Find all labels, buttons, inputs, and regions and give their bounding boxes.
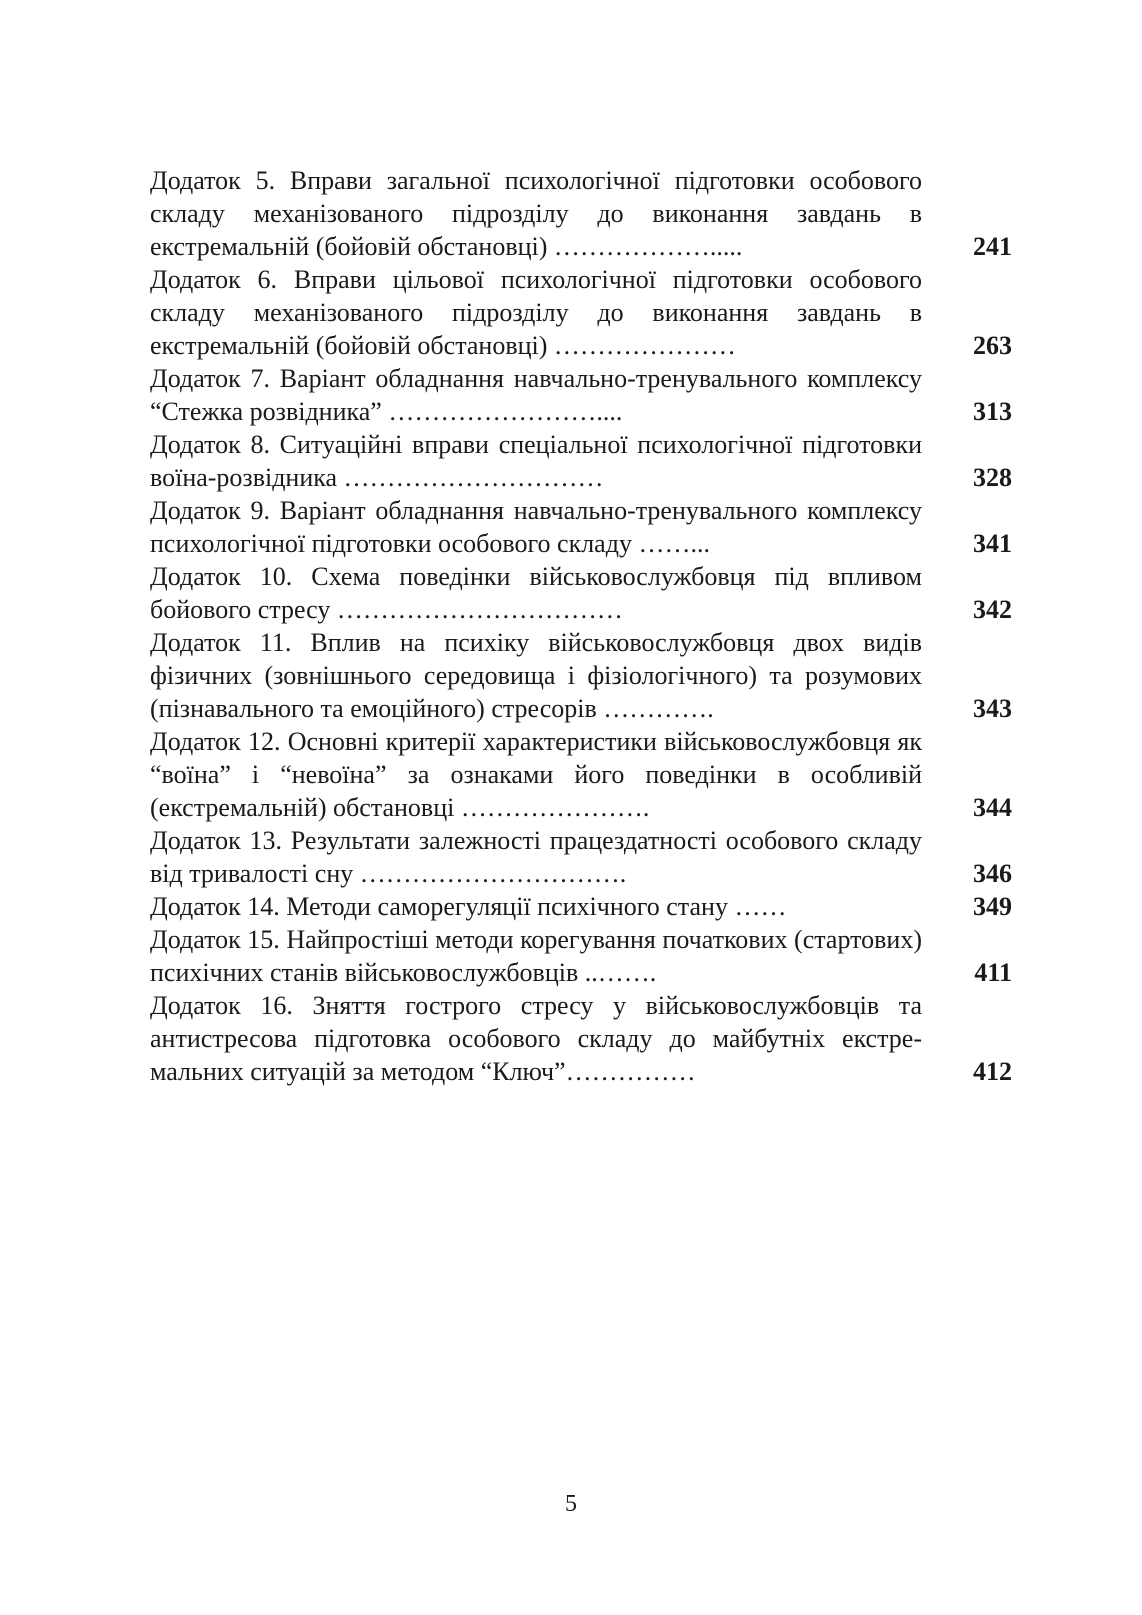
toc-entry-page-number: 344 bbox=[973, 793, 1012, 822]
toc-entry-page-number: 411 bbox=[974, 958, 1012, 987]
toc-entry-appendix-16 bbox=[150, 989, 1012, 1088]
toc-entry-appendix-13 bbox=[150, 824, 1012, 890]
toc-entry-title: Додаток 6. Вправи цільової психологічної підготовки особового складу механізованого підрозділу до виконання завдань в екстремальній (бойовій обстановці) ………………… bbox=[150, 265, 922, 360]
toc-entry-appendix-5 bbox=[150, 164, 1012, 263]
toc-entry-appendix-7 bbox=[150, 362, 1012, 428]
toc-entry-appendix-11 bbox=[150, 626, 1012, 725]
toc-entry-page-number: 263 bbox=[973, 331, 1012, 360]
toc-entry-page-number: 346 bbox=[973, 859, 1012, 888]
toc-entry-title: Додаток 12. Основні критерії характеристики військовослужбовця як “воїна” і “невоїна” за ознаками його поведінки в особливій (екстремальній) обстановці …………………. bbox=[150, 727, 922, 822]
toc-entry-title: Додаток 15. Найпростіші методи корегування початкових (стартових) психічних станів військовослужбовців ..……. bbox=[150, 925, 922, 987]
toc-entry-appendix-14 bbox=[150, 890, 1012, 923]
toc-entry-title: Додаток 5. Вправи загальної психологічної підготовки особового складу механізованого підрозділу до виконання завдань в екстремальній (бойовій обстановці) ………………..... bbox=[150, 166, 922, 261]
toc-entry-title: Додаток 11. Вплив на психіку військовослужбовця двох видів фізичних (зовнішнього середовища і фізіологічного) та розумових (пізнавального та емоційного) стресорів …………. bbox=[150, 628, 922, 723]
toc-entry-appendix-6 bbox=[150, 263, 1012, 362]
toc-entry-page-number: 241 bbox=[973, 232, 1012, 261]
toc-entry-title: Додаток 16. Зняття гострого стресу у військовослужбовців та антистресова підготовка особового складу до майбутніх екстремальних ситуацій за методом “Ключ”…………… bbox=[150, 991, 922, 1086]
toc-entry-title: Додаток 14. Методи саморегуляції психічного стану …… bbox=[150, 892, 787, 921]
toc-entry-appendix-12 bbox=[150, 725, 1012, 824]
toc-entry-title: Додаток 13. Результати залежності працездатності особового складу від тривалості сну …………………………. bbox=[150, 826, 922, 888]
toc-entry-appendix-10 bbox=[150, 560, 1012, 626]
toc-entry-title: Додаток 7. Варіант обладнання навчально-тренувального комплексу “Стежка розвідника” …………………….... bbox=[150, 364, 922, 426]
toc-entry-appendix-8 bbox=[150, 428, 1012, 494]
toc-entry-appendix-15 bbox=[150, 923, 1012, 989]
toc-entry-page-number: 341 bbox=[973, 529, 1012, 558]
toc-entry-title: Додаток 10. Схема поведінки військовослужбовця під впливом бойового стресу …………………………… bbox=[150, 562, 922, 624]
toc-entry-page-number: 313 bbox=[973, 397, 1012, 426]
toc-entry-title: Додаток 9. Варіант обладнання навчально-тренувального комплексу психологічної підготовки особового складу ……... bbox=[150, 496, 922, 558]
toc-entry-page-number: 412 bbox=[973, 1057, 1012, 1086]
page-number: 5 bbox=[565, 1491, 577, 1517]
toc-entry-page-number: 349 bbox=[973, 892, 1012, 921]
toc-entry-page-number: 342 bbox=[973, 595, 1012, 624]
toc-entry-title: Додаток 8. Ситуаційні вправи спеціальної психологічної підготовки воїна-розвідника ………………………… bbox=[150, 430, 922, 492]
toc-entry-appendix-9 bbox=[150, 494, 1012, 560]
table-of-contents bbox=[150, 164, 1012, 1088]
toc-entry-page-number: 343 bbox=[973, 694, 1012, 723]
toc-entry-page-number: 328 bbox=[973, 463, 1012, 492]
